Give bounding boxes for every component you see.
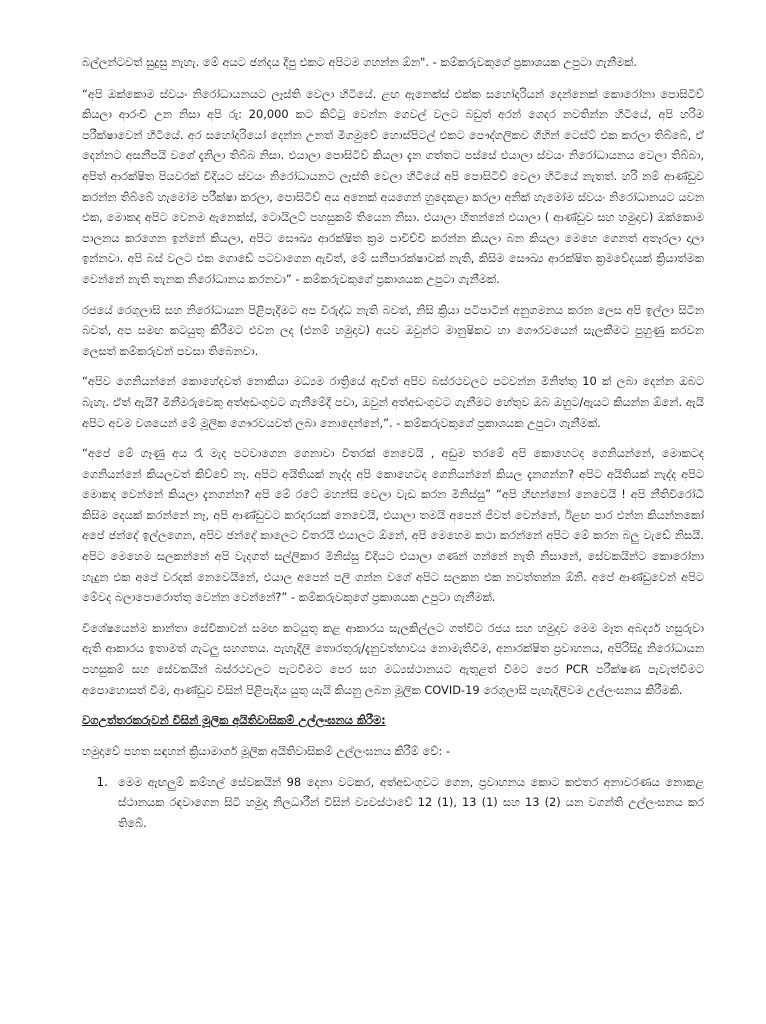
section-heading: වගඋත්තරකරුවන් විසින් මූලික අයිතිවාසිකම් උල්ලංඝනය කිරීම: <box>82 713 386 728</box>
list-item <box>84 772 704 834</box>
paragraph-worker-quote-quarantine: “අපි ඔක්කොම ස්වයං නිරෝධායනයට ලෑස්ති වෙලා හිටියේ. ළඟ ඇනෙක්ස් එක්ක සහෝදරියන් දෙන්නෙක් කොරෝනා පොසිටිව් කියලා ආරංචි උන නිසා අපි රු: 20,000 කට කිට්ටු වෙන්න ගෙවල් වලට බඩුත් අරන් ගෙදර නවතින්න හිටියේ, අපි හරිම පරීක්ෂාවෙන් හිටියේ. අර සහෝදරියෝ දෙන්න උනත් මීගමුවේ හොස්පිටල් එකට පෞද්ගලිකව ගිහින් ටෙස්ට් එක කරලා තිබ්බේ, ඒ දෙන්නට අසනීපයි වගේ දැනිලා තිබ්බ නිසා. එයාලා පොසිටිව් කියලා දැන ගත්තට පස්සේ එයාලා ස්වයං නිරෝධායනය වෙලා තිබ්බා, අපිත් ආරක්ෂිත පියවරක් විදියට ස්වයං නිරෝධායනට ලෑස්ති වෙලා හිටියේ අපි පොසිටිව් වෙලා හිටියේ නැතත්. හරි නම් ආණ්ඩුව කරන්න තිබ්බේ හැමෝම පරීක්ෂා කරලා, පොසිටිව් අය අනෙක් අයගෙන් හුදෙකළා කරලා අනික් හැමෝම ස්වයං නිරෝධානයට යවන එක, මොකද අපිට වෙනම ඇනෙක්ස්, ටොයිලට් පහසුකම් තියෙන නිසා. එයාලා හිතන්නේ එයාලා ( ආණ්ඩුව සහ හමුදාව) ඔක්කොම පාලනය කරගෙන ඉන්නේ කියලා, අපිට සෞඛ්‍ය ආරක්ෂිත ක්‍රම පාවිච්චි කරන්න කියලා බන කියලා මෙහෙ ගෙනත් අතෑරලා දාලා ඉන්නවා. අපි බස් වලට එක ගොඩේ පටවාගෙන ඇවිත්, මේ සනීපාරක්ෂාවක් නැති, කිසිම සෞඛ්‍ය ආරක්ෂිත ක්‍රමවේදයක් ක්‍රියාත්මක වෙන්නේ නැති තැනක නිරෝධානය කරනවා” - කම්කරුවකුගේ ප්‍රකාශයක උපුටා ගැනීමක්. <box>82 86 704 286</box>
paragraph-workers-statement: රජයේ රෙගුලාසි සහ නිරෝධායන පිළිපැදීමට අප විරුද්ධ නැති බවත්, නිසි ක්‍රියා පටිපාටීන් අනුගමනය කරන ලෙස අපි ඉල්ලා සිටින බවත්, අප සමඟ කටයුතු කිරීමට එවන ලද (එනම් හමුදාව) අයව ඔවුන්ට මානුෂිකව හා ගෞරවයෙන් සැලකීමට පුහුණු කරවන ලෙසත් කම්කරුවන් පවසා තිබෙනවා. <box>82 302 704 358</box>
paragraph-worker-quote-women: “අපේ මේ ගෑණු අය රෑ මැද පටවාගෙන ගෙනාවා විතරක් නෙවෙයි , අඩුම තරමේ අපි කොහෙටද ගෙනියන්නේ, මොකටද ගෙනියන්නේ කියලවත් කිව්වේ නෑ. අපිට අයිතියක් නැද්ද අපි කොහෙටද ගෙනියන්නේ කියල දැනගන්න? අපිට අයිතියක් නැද්ද අපිට මොකද වෙන්නේ කියලා දැනගන්න? අපි මේ රටේ මහන්සි වෙලා වැඩ කරන මිනිස්සු” “අපි හිඟන්නෝ නෙවෙයි ! අපි නීතිවිරෝධී කිසිම දෙයක් කරන්නේ නෑ, අපි ආණ්ඩුවට කරදරයක් නෙවෙයි, එයාලා තමයි අපෙන් ජීවත් වෙන්නේ, ඊළඟ පාර එන්න කියන්නකෝ අපේ ඡන්දේ ඉල්ලගෙන, අපිව ඡන්දේ කාලෙට විතරයි එයාලට ඕනේ, අපි මෙහෙම කථා කරන්නේ අපිට මේ කරන බලු වැඩේ නිසයි. අපිට මෙහෙම සලකන්නේ අපි වැදගත් සල්ලිකාර මිනිස්සු විදියට එයාලා ගණන් ගන්නේ නැති නිසානේ, සේවකයින්ට කොරෝනා හැදුන එක අපේ වරදක් නෙවෙයිනේ, එයාල අපෙන් පලි ගන්න වගේ අපිට සලකන එක නවත්තන්න ඕනි. අපේ ආණ්ඩුවෙන් අපිට මේවද බලාපොරොත්තු වෙන්න වෙන්නේ?” - කම්කරුවකුගේ ප්‍රකාශයක උපුටා ගැනීමක්. <box>82 446 704 605</box>
document-page <box>82 52 704 834</box>
paragraph-analysis: විශේෂයෙන්ම කාන්තා සේවිකාවන් සමඟ කටයුතු කළ ආකාරය සැලකිල්ලට ගත්විට රජය සහ හමුදාව මෙම මෑත අබර්ද්‍ය හසුරුවා ඇති ආකාරය ඉතාමත් ගැටලු සහගතය. පැහැදිලි තොරතුරු/දැනුවත්භාවය නොමැතිවීම, අනාරක්ෂිත ප්‍රවාහනය, අපිරිසිදු නිරෝධායන පහසුකම් සහ සේවකයින් බස්රථවලට පැටවීමට පෙර සහ මධ්‍යස්ථානයට ඇතුළත් වීමට පෙර PCR පරීක්ෂණ පැවැත්වීමට අපොහොසත් වීම, ආණ්ඩුව විසින් පිළිපැදිය යුතු යැයි කියනු ලබන මූලික COVID-19 රෙගුලාසි පැහැදිලිවම උල්ලංඝනය කිරීමකි. <box>82 620 704 697</box>
list-item-number: 1. <box>96 774 108 789</box>
paragraph-worker-quote-transport: “අපිව ගෙනියන්නේ කොහේදවත් නොකියා මධ්‍යම රාත්‍රියේ ඇවිත් අපිව බස්රථවලට පටවන්න මිනිත්තු 10 ක් ලබා දෙන්න ඔබට බැහැ. ඒත් ඇයි? මිනීමරුවෙකු අත්අඩංගුවට ගැනීමේදී පවා, ඔවුන් අත්අඩංගුවට ගැනීමට හේතුව ඔබ ඔහුට/ඇයට කියන්න ඕනේ. ඇයි අපිට අවම වශයෙන් මේ මූලික ගෞරවයවත් ලබා නොදෙන්නේ,”. - කම්කරුවකුගේ ප්‍රකාශයක උපුටා ගැනීමක්. <box>82 374 704 430</box>
paragraph-quote-continuation: බල්ලන්ටවත් සුදුසු නැහැ. මේ අයට ඡන්දය දීපු එකට අපිටම ගහන්න ඕන". - කම්කරුවකුගේ ප්‍රකාශයක උපුටා ගැනීමක්. <box>82 55 638 69</box>
violations-list <box>82 772 704 834</box>
section-intro: හමුදාවේ පහත සඳහන් ක්‍රියාමාගර් මූලික අයිතිවාසිකම් උල්ලංඝනය කිරීම් වේ: - <box>82 744 450 759</box>
list-item-text: මෙම ඇඟලුම් කම්හල් සේවකයින් 98 දෙනා වටකර, අත්අඩංගුවට ගෙන, ප්‍රවාහනය කොට කළුතර අනාවරණය නොකළ ස්ථානයක රඳවාගෙන සිටි හමුදා නිලධාරීන් විසින් ව්‍යවස්ථාවේ 12 (1), 13 (1) සහ 13 (2) යන වගන්ති උල්ලංඝනය කර තිබේ. <box>118 774 704 830</box>
